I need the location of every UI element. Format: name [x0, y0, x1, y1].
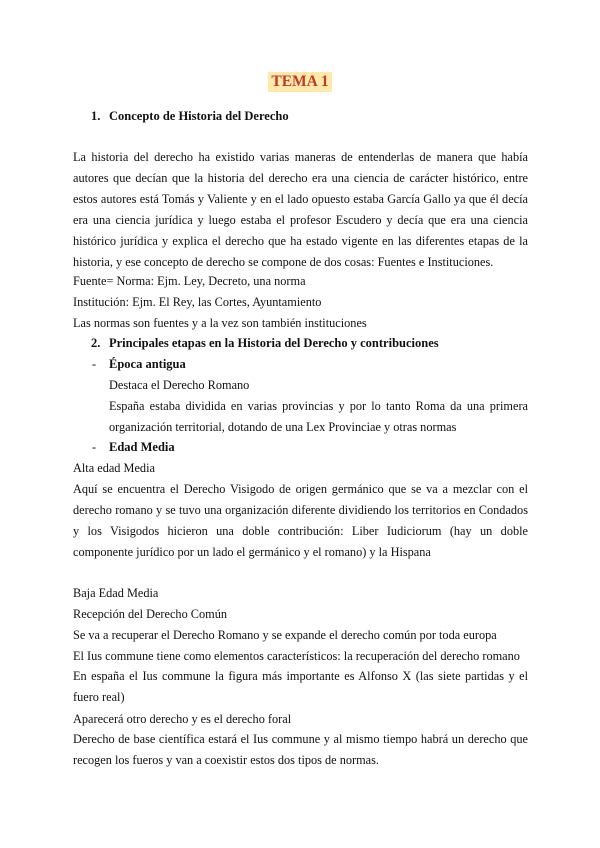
antigua-line-1: Destaca el Derecho Romano — [109, 378, 250, 392]
page-title: TEMA 1 — [268, 72, 331, 92]
alta-edad-media-paragraph: Aquí se encuentra el Derecho Visigodo de origen germánico que se va a mezclar con el derecho romano y se tuvo una organización diferente dividiendo los territorios en Condados y los Visigodos hicieron una doble contribución: Liber Iudiciorum (hay un doble componente jurídico por un lado el germánico y el romano) y la Hispana — [73, 482, 528, 559]
section-2-heading: Principales etapas en la Historia del Derecho y contribuciones — [109, 336, 439, 350]
bullet-dash-media: - — [92, 440, 97, 454]
normas-line: Las normas son fuentes y a la vez son también instituciones — [73, 316, 367, 330]
baja-edad-media-label: Baja Edad Media — [73, 586, 159, 600]
antigua-paragraph: España estaba dividida en varias provincias y por lo tanto Roma da una primera organización territorial, dotando de una Lex Provinciae y otras normas — [109, 399, 528, 434]
base-cientifica-paragraph: Derecho de base científica estará el Ius commune y al mismo tiempo habrá un derecho que recogen los fueros y van a coexistir estos dos tipos de normas. — [73, 732, 528, 767]
fuente-line: Fuente= Norma: Ejm. Ley, Decreto, una norma — [73, 274, 306, 288]
institucion-line: Institución: Ejm. El Rey, las Cortes, Ayuntamiento — [73, 295, 322, 309]
epoca-antigua-heading: Época antigua — [109, 357, 186, 371]
espana-paragraph: En españa el Ius commune la figura más importante es Alfonso X (las siete partidas y el fuero real) — [73, 669, 528, 704]
recuperar-line: Se va a recuperar el Derecho Romano y se expande el derecho común por toda europa — [73, 628, 497, 642]
alta-edad-media-label: Alta edad Media — [73, 461, 155, 475]
section-2-number: 2. — [91, 336, 101, 350]
section-1-heading: Concepto de Historia del Derecho — [109, 109, 289, 123]
ius-commune-line: El Ius commune tiene como elementos característicos: la recuperación del derecho romano — [73, 649, 520, 663]
bullet-dash-antigua: - — [92, 357, 97, 371]
title-wrapper — [0, 72, 600, 92]
section-1-paragraph: La historia del derecho ha existido varias maneras de entenderlas de manera que había autores que decían que la historia del derecho era una ciencia de carácter histórico, entre estos autores está Tomás y Valiente y en el lado opuesto estaba García Gallo ya que él decía era una ciencia jurídica y luego estaba el profesor Escudero y decía que era una ciencia histórico jurídica y explica el derecho que ha estado vigente en las diferentes etapas de la historia, y ese concepto de derecho se compone de dos cosas: Fuentes e Instituciones. — [73, 150, 528, 269]
recepcion-line: Recepción del Derecho Común — [73, 607, 227, 621]
section-1-number: 1. — [91, 109, 101, 123]
aparecera-line: Aparecerá otro derecho y es el derecho foral — [73, 712, 292, 726]
edad-media-heading: Edad Media — [109, 440, 175, 454]
